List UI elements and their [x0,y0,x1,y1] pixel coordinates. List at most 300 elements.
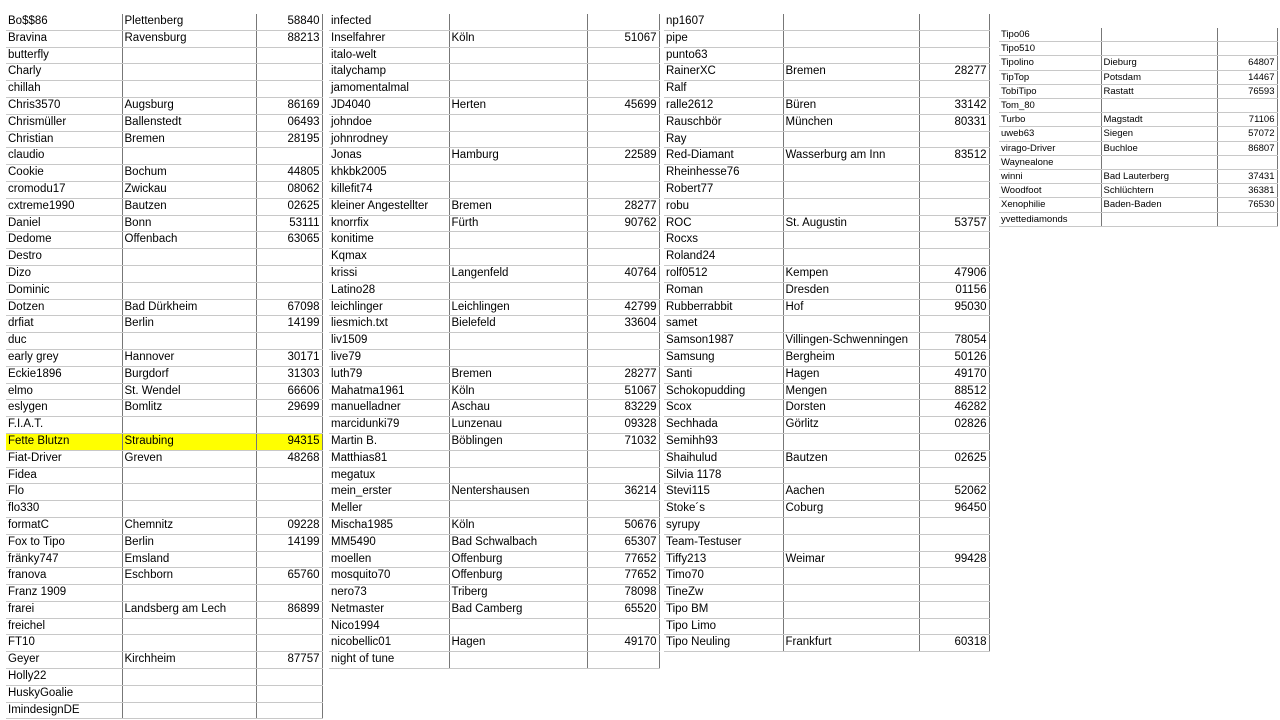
postcode-cell: 80331 [919,114,989,131]
username-cell: syrupy [664,517,783,534]
city-cell: Nentershausen [449,484,587,501]
table-row [329,131,659,148]
postcode-cell [1217,99,1277,113]
table-row [329,467,659,484]
username-cell: Holly22 [6,669,122,686]
username-cell: Geyer [6,652,122,669]
username-cell: Tipo BM [664,601,783,618]
username-cell: elmo [6,383,122,400]
table-row [664,64,989,81]
table-row [329,249,659,266]
table-row [329,81,659,98]
table-row [329,316,659,333]
city-cell [449,282,587,299]
username-cell: infected [329,14,449,30]
username-cell: Ralf [664,81,783,98]
table-row [6,568,322,585]
username-cell: punto63 [664,47,783,64]
table-row [6,165,322,182]
postcode-cell [256,618,322,635]
username-cell: Turbo [999,113,1101,127]
username-cell: liesmich.txt [329,316,449,333]
city-cell: Bielefeld [449,316,587,333]
table-row [6,14,322,30]
table-row [329,433,659,450]
table-row [6,417,322,434]
postcode-cell: 65307 [587,534,659,551]
city-cell: Hof [783,299,919,316]
postcode-cell [1217,28,1277,42]
postcode-cell [919,534,989,551]
table-row [329,366,659,383]
postcode-cell: 08062 [256,181,322,198]
postcode-cell: 33142 [919,97,989,114]
city-cell: Magstadt [1101,113,1217,127]
table-row [664,467,989,484]
username-cell: Waynealone [999,155,1101,169]
username-cell: liv1509 [329,333,449,350]
username-cell: luth79 [329,366,449,383]
city-cell [122,685,256,702]
table-row [329,282,659,299]
username-cell: Eckie1896 [6,366,122,383]
postcode-cell: 58840 [256,14,322,30]
username-cell: Semihh93 [664,433,783,450]
postcode-cell [256,702,322,719]
city-cell [783,30,919,47]
postcode-cell [919,14,989,30]
username-cell: TineZw [664,585,783,602]
postcode-cell: 14199 [256,534,322,551]
city-cell: Zwickau [122,181,256,198]
city-cell: Coburg [783,501,919,518]
table-row [329,47,659,64]
city-cell: St. Augustin [783,215,919,232]
username-cell: duc [6,333,122,350]
postcode-cell [919,585,989,602]
table-row [664,568,989,585]
city-cell [122,585,256,602]
username-cell: butterfly [6,47,122,64]
postcode-cell [587,349,659,366]
table-row [329,265,659,282]
table-row [6,282,322,299]
username-cell: Christian [6,131,122,148]
postcode-cell: 50676 [587,517,659,534]
city-cell [449,450,587,467]
table-row [999,28,1277,42]
table-row [6,517,322,534]
table-row [664,501,989,518]
table-row [999,141,1277,155]
postcode-cell: 28277 [587,198,659,215]
table-row [6,652,322,669]
username-cell: Daniel [6,215,122,232]
postcode-cell: 60318 [919,635,989,652]
username-cell: Rubberrabbit [664,299,783,316]
city-cell [783,618,919,635]
city-cell [783,601,919,618]
member-table-panel-2 [329,14,660,669]
postcode-cell: 47906 [919,265,989,282]
postcode-cell: 96450 [919,501,989,518]
table-row [6,198,322,215]
table-row [329,635,659,652]
table-row [999,212,1277,226]
username-cell: Latino28 [329,282,449,299]
table-row [329,400,659,417]
city-cell: Kirchheim [122,652,256,669]
postcode-cell [587,14,659,30]
table-row [6,585,322,602]
postcode-cell: 31303 [256,366,322,383]
table-row [329,165,659,182]
postcode-cell: 66606 [256,383,322,400]
username-cell: Samson1987 [664,333,783,350]
postcode-cell [256,635,322,652]
city-cell: Berlin [122,316,256,333]
username-cell: Shaihulud [664,450,783,467]
username-cell: Stoke´s [664,501,783,518]
username-cell: Netmaster [329,601,449,618]
table-row [6,400,322,417]
table-row [999,170,1277,184]
postcode-cell: 42799 [587,299,659,316]
table-row [329,232,659,249]
table-row [664,349,989,366]
city-cell: Hagen [449,635,587,652]
city-cell [449,232,587,249]
table-row [664,366,989,383]
postcode-cell: 63065 [256,232,322,249]
city-cell: Leichlingen [449,299,587,316]
postcode-cell [587,64,659,81]
postcode-cell [587,467,659,484]
city-cell [449,114,587,131]
username-cell: Inselfahrer [329,30,449,47]
username-cell: knorrfix [329,215,449,232]
table-row [664,249,989,266]
username-cell: Fiat-Driver [6,450,122,467]
city-cell [122,417,256,434]
username-cell: killefit74 [329,181,449,198]
username-cell: Destro [6,249,122,266]
postcode-cell [256,484,322,501]
city-cell: Plettenberg [122,14,256,30]
city-cell: Hagen [783,366,919,383]
city-cell: Eschborn [122,568,256,585]
city-cell [449,81,587,98]
postcode-cell [919,316,989,333]
postcode-cell [587,181,659,198]
table-row [329,198,659,215]
postcode-cell: 33604 [587,316,659,333]
city-cell: Rastatt [1101,84,1217,98]
table-row [664,417,989,434]
table-row [664,265,989,282]
city-cell [1101,99,1217,113]
city-cell [783,568,919,585]
postcode-cell [256,333,322,350]
city-cell: Offenburg [449,568,587,585]
username-cell: ROC [664,215,783,232]
city-cell: Bochum [122,165,256,182]
table-row [664,517,989,534]
postcode-cell: 78098 [587,585,659,602]
table-row [6,601,322,618]
table-row [6,534,322,551]
table-row [664,114,989,131]
username-cell: nero73 [329,585,449,602]
postcode-cell [587,114,659,131]
username-cell: Robert77 [664,181,783,198]
city-cell: Aachen [783,484,919,501]
username-cell: claudio [6,148,122,165]
postcode-cell: 09328 [587,417,659,434]
table-row [6,551,322,568]
city-cell: Wasserburg am Inn [783,148,919,165]
city-cell: Kempen [783,265,919,282]
city-cell: Mengen [783,383,919,400]
city-cell: Greven [122,450,256,467]
username-cell: Dominic [6,282,122,299]
username-cell: flo330 [6,501,122,518]
postcode-cell: 83229 [587,400,659,417]
city-cell [783,47,919,64]
city-cell [449,14,587,30]
username-cell: cromodu17 [6,181,122,198]
username-cell: early grey [6,349,122,366]
city-cell: Chemnitz [122,517,256,534]
postcode-cell: 36381 [1217,184,1277,198]
table-row [664,484,989,501]
postcode-cell [919,198,989,215]
table-row [664,282,989,299]
table-row [664,534,989,551]
table-row [329,450,659,467]
postcode-cell: 86807 [1217,141,1277,155]
username-cell: fränky747 [6,551,122,568]
postcode-cell: 44805 [256,165,322,182]
username-cell: Dedome [6,232,122,249]
username-cell: freichel [6,618,122,635]
table-row [664,14,989,30]
postcode-cell: 77652 [587,568,659,585]
table-row [329,97,659,114]
postcode-cell: 51067 [587,383,659,400]
city-cell [449,131,587,148]
username-cell: Roman [664,282,783,299]
city-cell [122,467,256,484]
username-cell: Meller [329,501,449,518]
username-cell: Rheinhesse76 [664,165,783,182]
username-cell: uweb63 [999,127,1101,141]
table-row [329,349,659,366]
city-cell: Bremen [122,131,256,148]
city-cell [783,249,919,266]
postcode-cell: 40764 [587,265,659,282]
username-cell: Bo$$86 [6,14,122,30]
city-cell: Köln [449,383,587,400]
postcode-cell [256,669,322,686]
username-cell: yvettediamonds [999,212,1101,226]
postcode-cell: 64807 [1217,56,1277,70]
table-row [6,484,322,501]
postcode-cell [256,685,322,702]
city-cell [122,249,256,266]
city-cell [783,81,919,98]
city-cell: Bad Camberg [449,601,587,618]
table-row [664,635,989,652]
username-cell: italychamp [329,64,449,81]
username-cell: chillah [6,81,122,98]
member-table-panel-4 [999,28,1278,227]
city-cell [449,165,587,182]
table-row [329,601,659,618]
postcode-cell [587,131,659,148]
username-cell: Fox to Tipo [6,534,122,551]
username-cell: Fette Blutzn [6,433,122,450]
postcode-cell: 65760 [256,568,322,585]
postcode-cell [919,181,989,198]
table-row [999,56,1277,70]
city-cell: Dresden [783,282,919,299]
username-cell: johndoe [329,114,449,131]
table-row [329,534,659,551]
table-row [664,618,989,635]
username-cell: FT10 [6,635,122,652]
table-row [664,433,989,450]
city-cell: München [783,114,919,131]
postcode-cell: 86169 [256,97,322,114]
postcode-cell: 09228 [256,517,322,534]
username-cell: RainerXC [664,64,783,81]
table-row [329,618,659,635]
username-cell: Bravina [6,30,122,47]
postcode-cell: 28277 [919,64,989,81]
postcode-cell [256,148,322,165]
postcode-cell: 49170 [587,635,659,652]
username-cell: Timo70 [664,568,783,585]
city-cell [449,652,587,669]
city-cell: Ballenstedt [122,114,256,131]
table-row [329,652,659,669]
table-row [664,601,989,618]
city-cell: Dorsten [783,400,919,417]
table-row [6,433,322,450]
postcode-cell: 46282 [919,400,989,417]
table-row [6,383,322,400]
username-cell: rolf0512 [664,265,783,282]
username-cell: Jonas [329,148,449,165]
city-cell [1101,28,1217,42]
city-cell: Bomlitz [122,400,256,417]
table-row [6,64,322,81]
username-cell: np1607 [664,14,783,30]
table-row [6,669,322,686]
postcode-cell [587,232,659,249]
table-row [664,551,989,568]
postcode-cell: 49170 [919,366,989,383]
table-row [6,30,322,47]
username-cell: khkbk2005 [329,165,449,182]
table-row [329,383,659,400]
username-cell: megatux [329,467,449,484]
postcode-cell: 88512 [919,383,989,400]
city-cell: Büren [783,97,919,114]
postcode-cell: 14199 [256,316,322,333]
city-cell [1101,212,1217,226]
postcode-cell: 76593 [1217,84,1277,98]
city-cell: Fürth [449,215,587,232]
city-cell: Straubing [122,433,256,450]
city-cell [449,333,587,350]
table-row [329,585,659,602]
username-cell: Tipolino [999,56,1101,70]
table-row [6,501,322,518]
username-cell: Charly [6,64,122,81]
postcode-cell [919,618,989,635]
postcode-cell: 87757 [256,652,322,669]
table-row [664,585,989,602]
postcode-cell [256,417,322,434]
city-cell: Bremen [449,198,587,215]
username-cell: Santi [664,366,783,383]
city-cell [783,534,919,551]
username-cell: Chrismüller [6,114,122,131]
postcode-cell [256,64,322,81]
postcode-cell [587,618,659,635]
postcode-cell [587,501,659,518]
postcode-cell [587,450,659,467]
city-cell: Bergheim [783,349,919,366]
postcode-cell: 76530 [1217,198,1277,212]
postcode-cell: 01156 [919,282,989,299]
username-cell: Ray [664,131,783,148]
postcode-cell: 22589 [587,148,659,165]
postcode-cell: 88213 [256,30,322,47]
table-row [664,97,989,114]
username-cell: F.I.A.T. [6,417,122,434]
member-table-2 [329,14,660,669]
postcode-cell [587,282,659,299]
postcode-cell [919,601,989,618]
username-cell: TobiTipo [999,84,1101,98]
username-cell: krissi [329,265,449,282]
city-cell [122,47,256,64]
username-cell: cxtreme1990 [6,198,122,215]
username-cell: Tipo510 [999,42,1101,56]
table-row [999,198,1277,212]
table-row [6,249,322,266]
postcode-cell [919,249,989,266]
member-table-3 [664,14,990,652]
city-cell: Schlüchtern [1101,184,1217,198]
username-cell: Dotzen [6,299,122,316]
postcode-cell: 71032 [587,433,659,450]
postcode-cell [587,333,659,350]
table-row [664,181,989,198]
username-cell: Martin B. [329,433,449,450]
city-cell: Böblingen [449,433,587,450]
city-cell [783,198,919,215]
postcode-cell [587,652,659,669]
postcode-cell: 53757 [919,215,989,232]
table-row [6,333,322,350]
postcode-cell [919,467,989,484]
username-cell: mein_erster [329,484,449,501]
postcode-cell [256,585,322,602]
